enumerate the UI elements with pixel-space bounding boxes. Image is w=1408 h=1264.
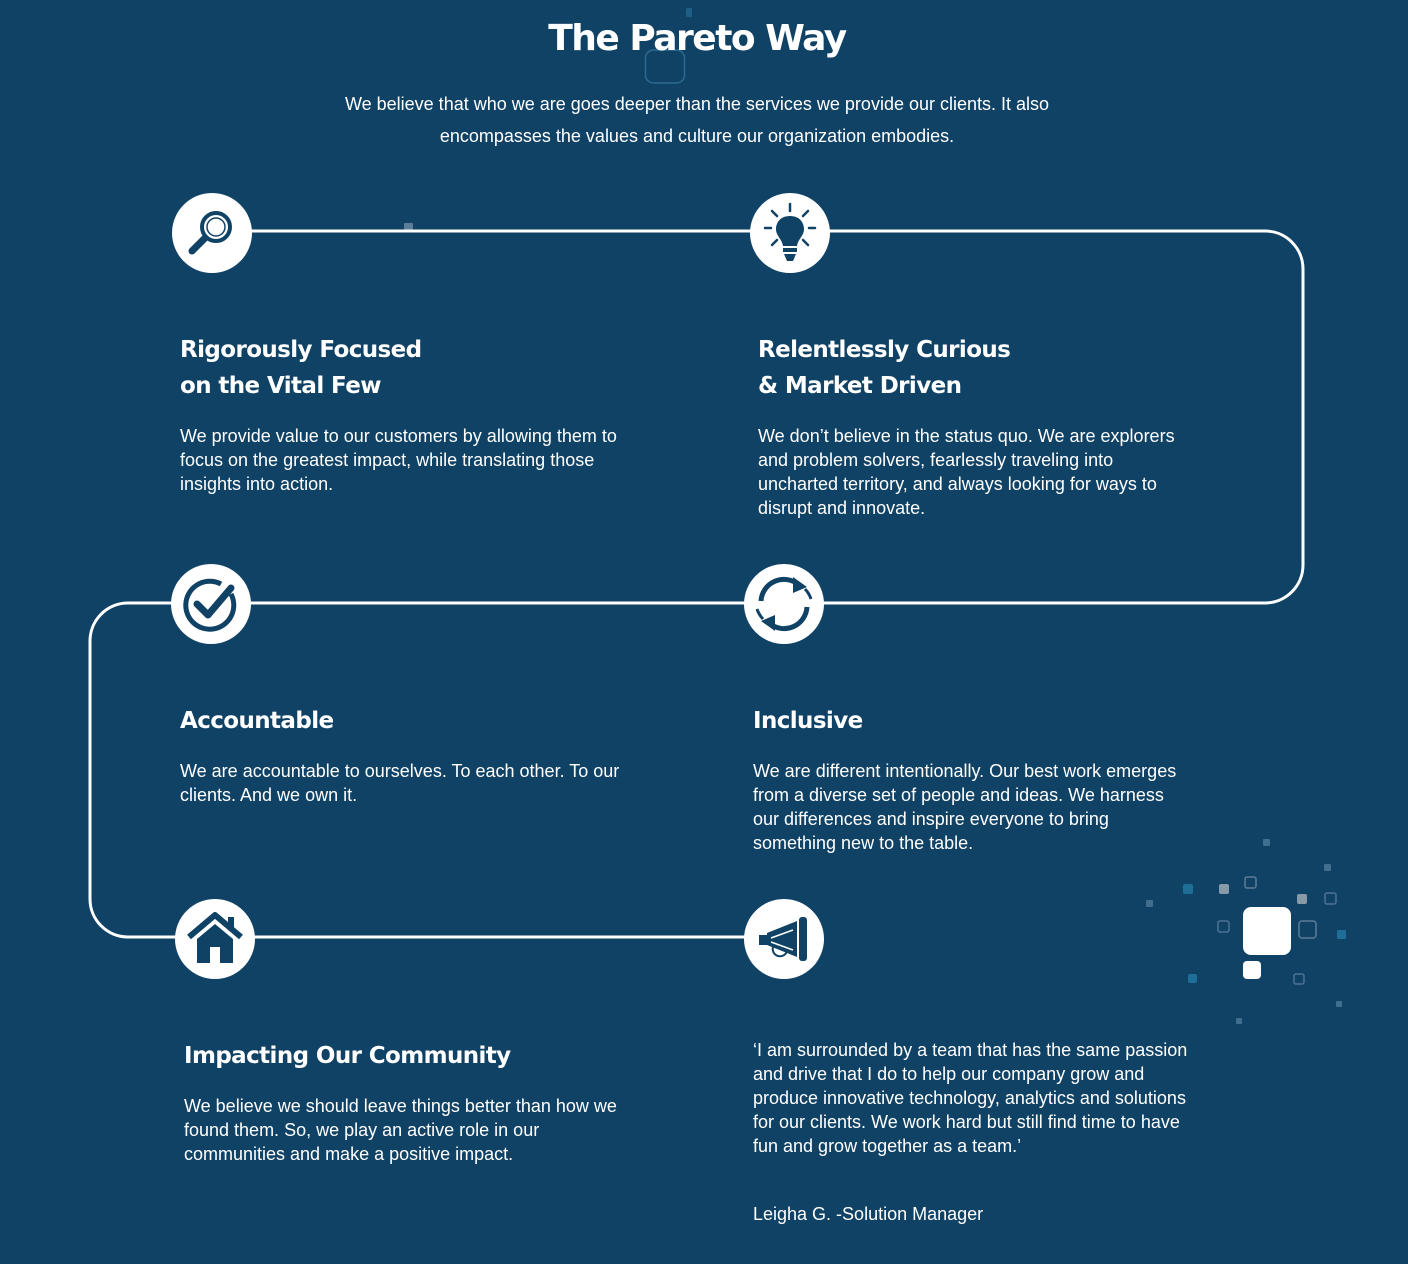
value-title-accountable: Accountable bbox=[180, 708, 334, 734]
value-text-inclusive: We are different intentionally. Our best work emerges from a diverse set of people and ideas. We harness our differences and inspire everyone to bring something new to the table. bbox=[753, 761, 1177, 853]
testimonial-quote: ‘I am surrounded by a team that has the same passion and drive that I do to help our company grow and produce innovative technology, analytics and solutions for our clients. We work hard but still find time to have fun and grow together as a team.’ bbox=[753, 1040, 1188, 1156]
magnifying-glass-icon-badge bbox=[172, 193, 252, 273]
value-text-accountable: We are accountable to ourselves. To each other. To our clients. And we own it. bbox=[180, 761, 620, 805]
value-title-relentlessly-curious: Relentlessly Curious & Market Driven bbox=[758, 337, 1011, 399]
checkmark-icon bbox=[181, 574, 241, 634]
value-text-rigorously-focused: We provide value to our customers by allowing them to focus on the greatest impact, while translating those insights into action. bbox=[180, 426, 617, 494]
checkmark-icon-badge bbox=[171, 564, 251, 644]
page-title: The Pareto Way bbox=[548, 18, 846, 59]
value-title-impacting-community: Impacting Our Community bbox=[184, 1043, 511, 1069]
refresh-arrows-icon-badge bbox=[744, 564, 824, 644]
value-title-inclusive: Inclusive bbox=[753, 708, 863, 734]
magnifying-glass-icon bbox=[184, 205, 240, 261]
value-title-rigorously-focused: Rigorously Focused on the Vital Few bbox=[180, 337, 422, 399]
value-text-relentlessly-curious: We don’t believe in the status quo. We are explorers and problem solvers, fearlessly traveling into uncharted territory, and always looking for ways to disrupt and innovate. bbox=[758, 426, 1175, 518]
value-text-impacting-community: We believe we should leave things better than how we found them. So, we play an active role in our communities and make a positive impact. bbox=[184, 1096, 617, 1164]
lightbulb-icon bbox=[760, 201, 820, 265]
lightbulb-icon-badge bbox=[750, 193, 830, 273]
testimonial-attribution: Leigha G. -Solution Manager bbox=[753, 1204, 984, 1224]
house-icon-badge bbox=[175, 899, 255, 979]
decorative-dot-cluster bbox=[1140, 834, 1354, 1028]
megaphone-icon-badge bbox=[744, 899, 824, 979]
intro-text: We believe that who we are goes deeper than the services we provide our clients. It also encompasses the values and culture our organization embodies. bbox=[344, 94, 1050, 146]
megaphone-icon bbox=[753, 913, 815, 965]
refresh-arrows-icon bbox=[753, 573, 815, 635]
house-icon bbox=[185, 911, 245, 967]
